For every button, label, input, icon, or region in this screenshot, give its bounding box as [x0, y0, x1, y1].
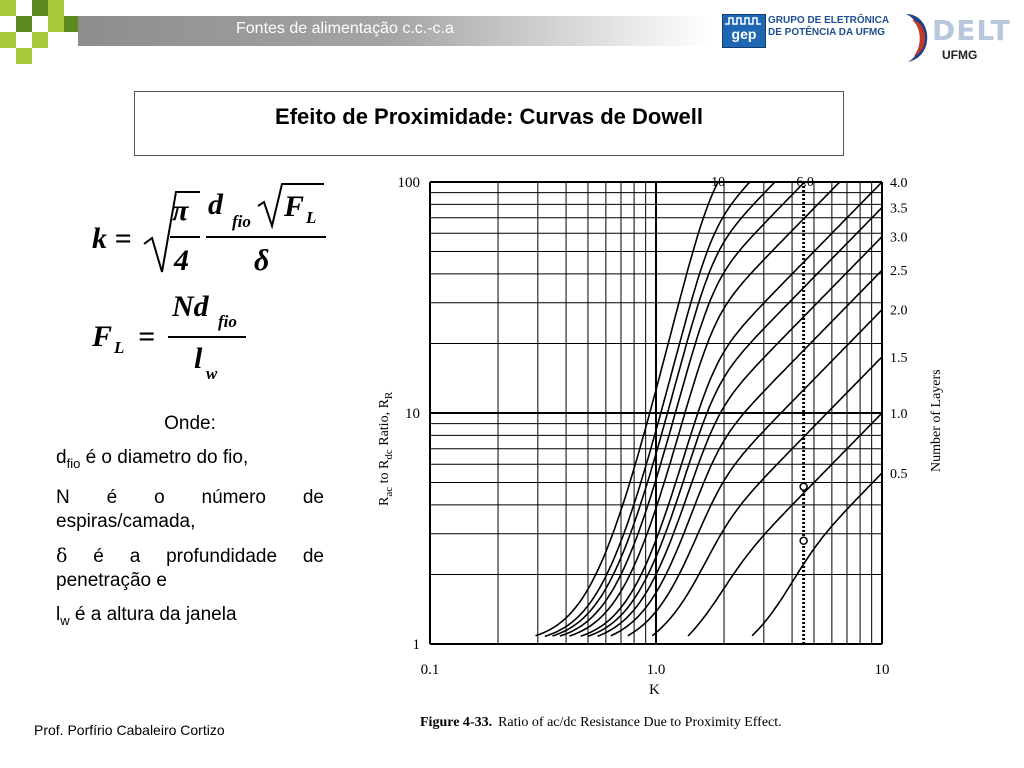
definition-lw-symbol: l	[56, 603, 61, 625]
series-label: 4.0	[890, 176, 908, 191]
formula-FL-F: F	[92, 320, 113, 353]
y-tick-label: 1	[412, 637, 420, 653]
definition-dfio-sub: fio	[66, 455, 81, 471]
curve-series-0.5	[752, 473, 882, 636]
chart-x-label: K	[649, 682, 660, 698]
series-label: 10	[711, 175, 726, 190]
curve-series-2.5	[611, 270, 882, 636]
deco-square	[16, 16, 32, 32]
definition-delta-text: é a profundidade de penetração e	[56, 545, 324, 591]
series-label: 0.5	[890, 467, 908, 483]
definition-dfio-text: é o diametro do fio,	[80, 447, 249, 468]
chart-marked-point	[800, 483, 807, 490]
definition-delta-symbol: δ	[56, 544, 68, 567]
formula-k-pi: π	[172, 194, 189, 227]
chart-right-label: Number of Layers	[929, 369, 944, 472]
curve-series-2.0	[628, 310, 882, 636]
slide-title: Efeito de Proximidade: Curvas de Dowell	[275, 104, 703, 129]
deco-square	[0, 0, 16, 16]
y-tick-label: 10	[405, 406, 420, 422]
ylabel-part: dc	[383, 449, 395, 460]
gep-logo-wave-icon	[723, 16, 765, 26]
gep-logo	[722, 14, 766, 48]
chart-caption-text: Ratio of ac/dc Resistance Due to Proximity Effect.	[498, 715, 782, 730]
deco-square	[48, 16, 64, 32]
series-label: 1.5	[890, 350, 908, 366]
fraction-bar	[168, 336, 246, 338]
formula-k-four: 4	[174, 244, 189, 277]
dowell-curves-chart	[370, 172, 950, 738]
series-label: 2.0	[890, 303, 908, 319]
series-label: 6.0	[796, 175, 814, 190]
chart-marked-point	[800, 537, 807, 544]
delt-logo-text: DELT	[932, 14, 1011, 47]
curve-series-7.0	[552, 182, 776, 636]
definition-lw-sub: w	[60, 612, 70, 628]
chart-caption-bold: Figure 4-33.	[420, 715, 493, 730]
curve-series-4.0	[581, 182, 882, 636]
definition-lw	[56, 603, 324, 633]
series-label: 3.5	[890, 201, 908, 217]
gep-label-line1: GRUPO DE ELETRÔNICA	[768, 15, 890, 26]
fraction-bar	[170, 236, 200, 238]
x-tick-label: 0.1	[420, 662, 440, 678]
deco-square	[0, 32, 16, 48]
deco-square	[48, 0, 64, 16]
sqrt-sign-icon	[140, 188, 200, 278]
definitions-block	[56, 412, 324, 643]
ylabel-part: R	[377, 496, 392, 506]
deco-square	[32, 0, 48, 16]
formula-FL-L: L	[114, 338, 125, 357]
footer-author: Prof. Porfírio Cabaleiro Cortizo	[34, 722, 225, 738]
series-label: 3.0	[890, 230, 908, 246]
deco-square	[16, 48, 32, 64]
header-bar	[0, 0, 1024, 86]
chart-y-label	[377, 391, 395, 506]
curve-series-1.0	[688, 413, 882, 636]
chart-caption	[420, 715, 782, 730]
series-label: 2.5	[890, 264, 908, 280]
definition-dfio-symbol: d	[56, 447, 67, 468]
chart-x-ticks	[421, 662, 890, 678]
definition-dfio	[56, 446, 324, 476]
gep-logo-text: gep	[731, 26, 757, 42]
definition-lw-text: é a altura da janela	[69, 603, 237, 625]
formula-k-delta: δ	[254, 244, 270, 277]
formula-k-d: d	[208, 188, 223, 221]
formula-FL-w: w	[206, 364, 218, 383]
gep-label-line2: DE POTÊNCIA DA UFMG	[768, 27, 886, 38]
header-title: Fontes de alimentação c.c.-c.a	[236, 20, 454, 37]
definitions-heading: Onde:	[164, 413, 216, 434]
ylabel-part: R	[383, 391, 395, 400]
deco-square	[32, 32, 48, 48]
fraction-bar	[206, 236, 326, 238]
formula-FL-fio: fio	[218, 312, 237, 331]
definition-delta	[56, 544, 324, 593]
series-label: 1.0	[890, 407, 908, 423]
definition-N: N é o número de espiras/camada,	[56, 486, 324, 532]
curve-series-10	[536, 182, 719, 636]
ylabel-part: Ratio, R	[377, 399, 392, 450]
x-tick-label: 1.0	[646, 662, 666, 678]
gep-label	[768, 15, 889, 39]
x-tick-label: 10	[874, 662, 890, 678]
formula-k-fio: fio	[232, 212, 251, 231]
formula-k-L: L	[306, 208, 317, 227]
y-tick-label: 100	[397, 175, 420, 191]
formula-FL-l: l	[194, 342, 203, 375]
formula-FL-eq: =	[138, 320, 156, 353]
ylabel-part: ac	[383, 486, 395, 497]
slide-title-box	[134, 91, 844, 156]
formula-k-lhs: k =	[92, 222, 132, 255]
ufmg-logo-text: UFMG	[942, 48, 978, 62]
formula-FL-Nd: Nd	[172, 290, 209, 323]
ylabel-part: to R	[377, 459, 392, 487]
chart-y-ticks	[398, 175, 421, 653]
formula-k-F: F	[284, 190, 305, 223]
